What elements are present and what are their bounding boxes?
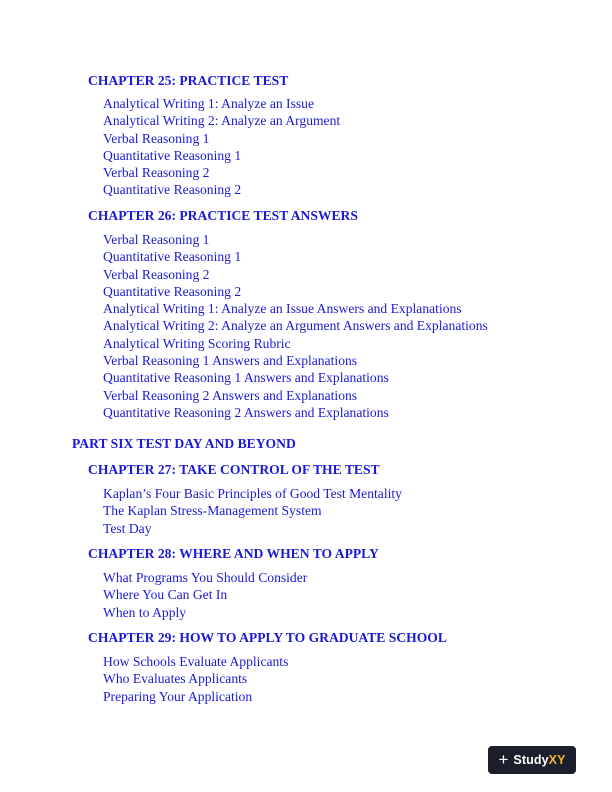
part-six-heading[interactable]: PART SIX TEST DAY AND BEYOND — [72, 436, 296, 451]
toc-entry[interactable]: Where You Can Get In — [103, 587, 228, 603]
toc-entry[interactable]: Analytical Writing 1: Analyze an Issue — [103, 96, 314, 111]
toc-entry[interactable]: Verbal Reasoning 1 — [103, 130, 210, 146]
chapter-27-entries — [103, 485, 402, 537]
toc-entry[interactable]: Quantitative Reasoning 1 — [103, 147, 242, 163]
toc-entry[interactable]: Test Day — [103, 520, 152, 536]
chapter-27-heading[interactable]: CHAPTER 27: TAKE CONTROL OF THE TEST — [88, 462, 380, 477]
chapter-26-heading[interactable]: CHAPTER 26: PRACTICE TEST ANSWERS — [88, 208, 358, 223]
toc-entry[interactable]: Analytical Writing 1: Analyze an Issue Answers and Explanations — [103, 301, 462, 317]
toc-entry[interactable]: Analytical Writing Scoring Rubric — [103, 335, 291, 351]
toc-entry[interactable]: Quantitative Reasoning 2 — [103, 283, 242, 299]
chapter-28-entries — [103, 569, 307, 621]
toc-entry[interactable]: When to Apply — [103, 604, 187, 620]
plus-icon: + — [498, 749, 509, 769]
chapter-28-heading[interactable]: CHAPTER 28: WHERE AND WHEN TO APPLY — [88, 546, 379, 561]
chapter-26-entries — [103, 231, 488, 421]
badge-wordmark: StudyXY — [513, 753, 566, 767]
toc-entry[interactable]: Quantitative Reasoning 1 — [103, 249, 242, 265]
chapter-25-heading[interactable]: CHAPTER 25: PRACTICE TEST — [88, 73, 289, 88]
toc-entry[interactable]: Quantitative Reasoning 1 Answers and Explanations — [103, 370, 389, 386]
toc-entry[interactable]: Verbal Reasoning 1 Answers and Explanations — [103, 353, 358, 369]
toc-entry[interactable]: Verbal Reasoning 2 — [103, 266, 210, 282]
toc-entry[interactable]: How Schools Evaluate Applicants — [103, 654, 289, 669]
toc-entry[interactable]: Verbal Reasoning 2 — [103, 165, 210, 181]
chapter-29-heading[interactable]: CHAPTER 29: HOW TO APPLY TO GRADUATE SCHOOL — [88, 630, 447, 645]
toc-entry[interactable]: Quantitative Reasoning 2 — [103, 182, 242, 198]
toc-entry[interactable]: The Kaplan Stress-Management System — [103, 503, 322, 519]
toc-entry[interactable]: Quantitative Reasoning 2 Answers and Explanations — [103, 404, 389, 420]
toc-entry[interactable]: Verbal Reasoning 2 Answers and Explanations — [103, 387, 358, 403]
toc-entry[interactable]: What Programs You Should Consider — [103, 570, 308, 585]
chapter-29-entries — [103, 653, 288, 705]
chapter-25-entries — [103, 95, 340, 199]
studyxy-badge[interactable] — [488, 746, 576, 774]
toc-entry[interactable]: Preparing Your Application — [103, 688, 253, 704]
toc-entry[interactable]: Analytical Writing 2: Analyze an Argument — [103, 113, 341, 129]
toc-entry[interactable]: Kaplan’s Four Basic Principles of Good Test Mentality — [103, 486, 402, 501]
toc-entry[interactable]: Analytical Writing 2: Analyze an Argument Answers and Explanations — [103, 318, 488, 334]
toc-entry[interactable]: Verbal Reasoning 1 — [103, 232, 210, 247]
toc-entry[interactable]: Who Evaluates Applicants — [103, 671, 248, 687]
